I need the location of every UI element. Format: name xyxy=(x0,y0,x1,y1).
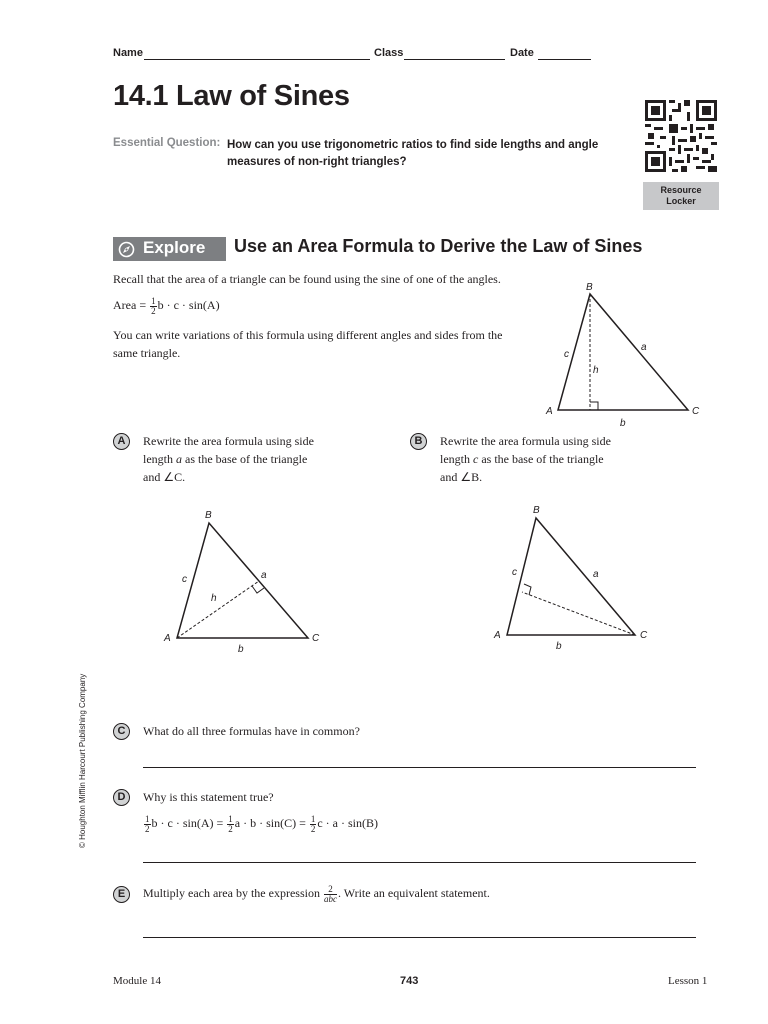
label-a: a xyxy=(261,570,267,581)
footer-lesson: Lesson 1 xyxy=(668,975,708,987)
label-C: C xyxy=(640,630,648,641)
label-b: b xyxy=(556,641,562,652)
label-C: C xyxy=(312,633,320,644)
label-h: h xyxy=(593,365,599,376)
explore-tag-label: Explore xyxy=(143,238,206,257)
step-d-equation: $\frac{1}{2}$ b · c · sin(A) = $\frac{1}{2}$ a · b · sin(C) = $\frac{1}{2}$ c · a · sin(B) xyxy=(145,813,378,834)
label-a: a xyxy=(593,569,599,580)
area-fraction: $\frac{1}{2}$ xyxy=(151,295,156,316)
page-number: 743 xyxy=(400,975,419,987)
label-B: B xyxy=(205,510,212,521)
step-c-text: What do all three formulas have in common? xyxy=(143,724,360,738)
essential-question-label: Essential Question: xyxy=(113,137,221,149)
step-e-badge: E xyxy=(113,886,130,903)
triangle-diagram-b xyxy=(490,500,660,655)
name-label: Name xyxy=(113,47,143,59)
label-c: c xyxy=(182,574,187,585)
step-c-answer-line[interactable] xyxy=(143,767,696,768)
label-c: c xyxy=(512,567,517,578)
page-title: 14.1 Law of Sines xyxy=(113,80,350,112)
step-d-text: Why is this statement true? xyxy=(143,790,274,804)
explore-heading: Use an Area Formula to Derive the Law of Sines xyxy=(234,236,643,256)
compass-icon xyxy=(118,241,135,258)
label-b: b xyxy=(238,644,244,655)
label-h: h xyxy=(211,593,217,604)
label-c: c xyxy=(564,349,569,360)
date-label: Date xyxy=(510,47,534,59)
label-A: A xyxy=(546,406,553,417)
area-prefix: Area = xyxy=(113,298,147,312)
step-c-badge: C xyxy=(113,723,130,740)
label-B: B xyxy=(533,505,540,516)
essential-question-text: How can you use trigonometric ratios to find side lengths and angle measures of non-right triangles? xyxy=(227,139,599,168)
label-C: C xyxy=(692,406,700,417)
label-A: A xyxy=(494,630,501,641)
area-rest: b · c · sin(A) xyxy=(157,298,220,312)
step-e-text: Multiply each area by the expression $\frac{2}{\text{abc}}$ . Write an equivalent statement. xyxy=(143,883,490,904)
triangle-diagram-a xyxy=(160,505,330,660)
explore-tag xyxy=(113,237,226,261)
step-b-badge: B xyxy=(410,433,427,450)
resource-locker-button[interactable] xyxy=(643,182,719,210)
qr-code-icon[interactable] xyxy=(645,100,717,172)
step-d-badge: D xyxy=(113,789,130,806)
label-B: B xyxy=(586,282,593,293)
intro-text: Recall that the area of a triangle can be found using the sine of one of the angles. xyxy=(113,272,501,286)
resource-locker-line1: Resource xyxy=(660,185,702,195)
label-a: a xyxy=(641,342,647,353)
variations-text: You can write variations of this formula using different angles and sides from the same triangle. xyxy=(113,328,503,360)
label-A: A xyxy=(164,633,171,644)
date-field[interactable] xyxy=(538,59,591,60)
name-field[interactable] xyxy=(144,59,370,60)
step-a-badge: A xyxy=(113,433,130,450)
area-formula xyxy=(113,296,220,316)
step-e-answer-line[interactable] xyxy=(143,937,696,938)
copyright: © Houghton Mifflin Harcourt Publishing Company xyxy=(78,673,87,848)
class-field[interactable] xyxy=(404,59,505,60)
step-d-answer-line[interactable] xyxy=(143,862,696,863)
step-a-text: Rewrite the area formula using side length a as the base of the triangle and ∠C. xyxy=(143,434,314,484)
triangle-diagram-main xyxy=(538,278,708,428)
footer-module: Module 14 xyxy=(113,975,161,987)
resource-locker-line2: Locker xyxy=(666,195,696,206)
step-b-text: Rewrite the area formula using side length c as the base of the triangle and ∠B. xyxy=(440,434,611,484)
label-b: b xyxy=(620,418,626,428)
class-label: Class xyxy=(374,47,404,59)
